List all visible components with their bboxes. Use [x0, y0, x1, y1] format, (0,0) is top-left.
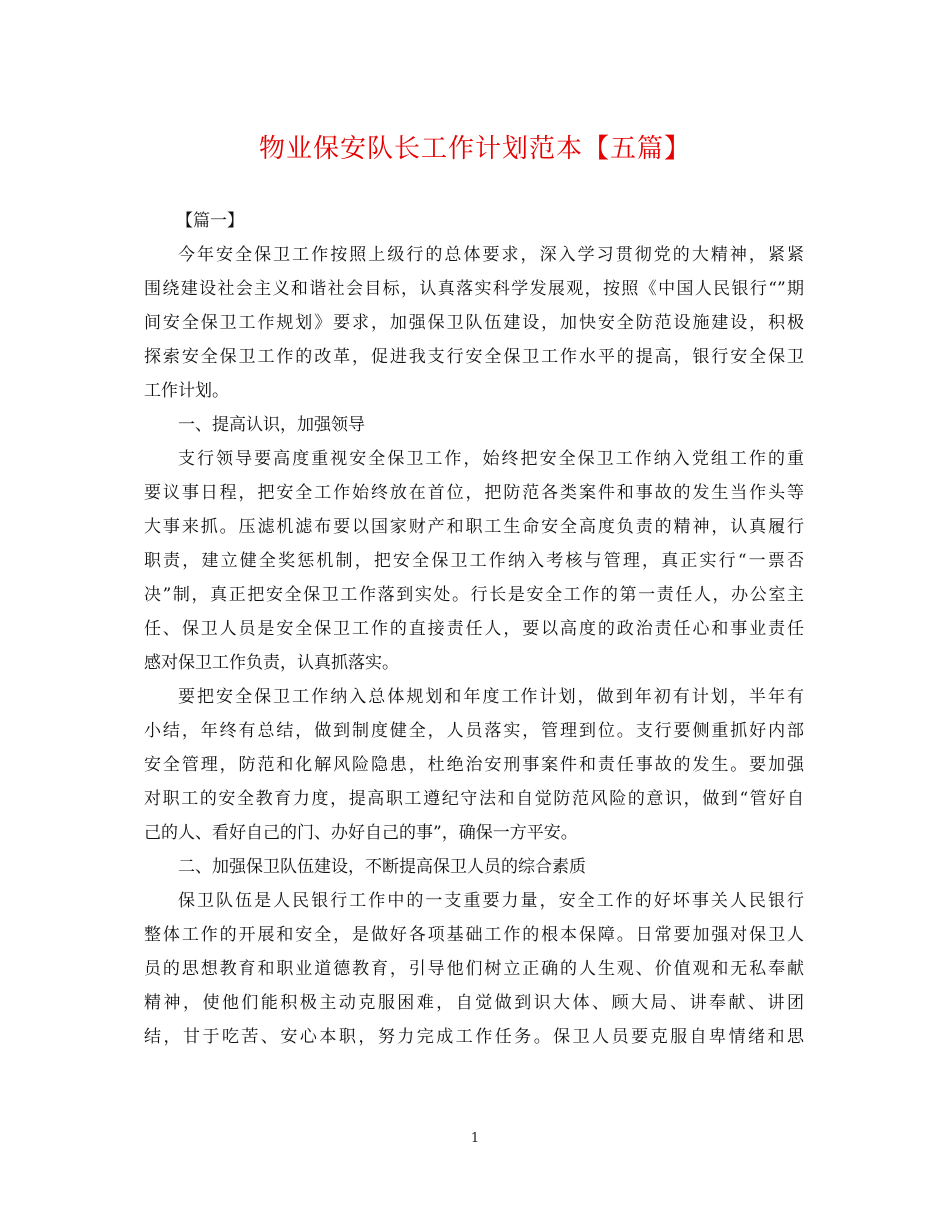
- paragraph-line: 探索安全保卫工作的改革，促进我支行安全保卫工作水平的提高，银行安全保卫: [144, 347, 804, 367]
- paragraph-line: 职责，建立健全奖惩机制，把安全保卫工作纳入考核与管理，真正实行“一票否: [144, 551, 804, 571]
- paragraph-line: 围绕建设社会主义和谐社会目标，认真落实科学发展观，按照《中国人民银行“”期: [144, 279, 804, 299]
- paragraph-line: 要议事日程，把安全工作始终放在首位，把防范各类案件和事故的发生当作头等: [144, 483, 804, 503]
- document-title: 物业保安队长工作计划范本【五篇】: [258, 134, 691, 164]
- section-label: 【篇一】: [176, 211, 244, 231]
- document-body: [144, 204, 804, 1054]
- paragraph-4: [144, 884, 804, 1054]
- paragraph-line: 对职工的安全教育力度，提高职工遵纪守法和自觉防范风险的意识，做到“管好自: [144, 789, 804, 809]
- paragraph-1: [144, 238, 804, 408]
- paragraph-line: 精神，使他们能积极主动克服困难，自觉做到识大体、顾大局、讲奉献、讲团: [144, 993, 804, 1013]
- paragraph-line: 员的思想教育和职业道德教育，引导他们树立正确的人生观、价值观和无私奉献: [144, 959, 804, 979]
- paragraph-line: 保卫队伍是人民银行工作中的一支重要力量，安全工作的好坏事关人民银行: [178, 891, 804, 911]
- paragraph-3: [144, 680, 804, 850]
- section-heading-1: 一、提高认识，加强领导: [178, 415, 365, 435]
- paragraph-line: 支行领导要高度重视安全保卫工作，始终把安全保卫工作纳入党组工作的重: [178, 449, 804, 469]
- paragraph-line: 整体工作的开展和安全，是做好各项基础工作的根本保障。日常要加强对保卫人: [144, 925, 804, 945]
- paragraph-line: 决”制，真正把安全保卫工作落到实处。行长是安全工作的第一责任人，办公室主: [144, 585, 804, 605]
- paragraph-line: 间安全保卫工作规划》要求，加强保卫队伍建设，加快安全防范设施建设，积极: [144, 313, 804, 333]
- page-number: 1: [470, 1131, 480, 1146]
- paragraph-line: 工作计划。: [144, 381, 229, 401]
- paragraph-line: 己的人、看好自己的门、办好自己的事”，确保一方平安。: [144, 823, 578, 843]
- paragraph-line: 感对保卫工作负责，认真抓落实。: [144, 653, 399, 673]
- paragraph-line: 小结，年终有总结，做到制度健全，人员落实，管理到位。支行要侧重抓好内部: [144, 721, 804, 741]
- paragraph-line: 安全管理，防范和化解风险隐患，杜绝治安刑事案件和责任事故的发生。要加强: [144, 755, 804, 775]
- section-heading-2: 二、加强保卫队伍建设，不断提高保卫人员的综合素质: [178, 857, 586, 877]
- paragraph-2: [144, 442, 804, 680]
- paragraph-line: 大事来抓。压滤机滤布要以国家财产和职工生命安全高度负责的精神，认真履行: [144, 517, 804, 537]
- paragraph-line: 结，甘于吃苦、安心本职，努力完成工作任务。保卫人员要克服自卑情绪和思: [144, 1027, 804, 1047]
- paragraph-line: 今年安全保卫工作按照上级行的总体要求，深入学习贯彻党的大精神，紧紧: [178, 245, 804, 265]
- paragraph-line: 要把安全保卫工作纳入总体规划和年度工作计划，做到年初有计划，半年有: [178, 687, 804, 707]
- paragraph-line: 任、保卫人员是安全保卫工作的直接责任人，要以高度的政治责任心和事业责任: [144, 619, 804, 639]
